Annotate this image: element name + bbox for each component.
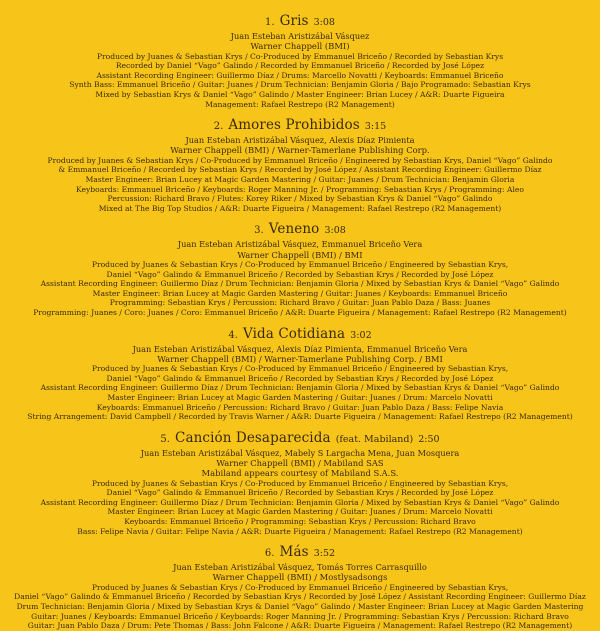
track-number: 5. xyxy=(160,433,170,445)
track-number: 2. xyxy=(213,121,224,133)
track-number: 4. xyxy=(228,329,238,341)
production-credit-line: Master Engineer: Brian Lucey at Magic Garden Mastering / Guitar: Juanes / Drum Technician: Benjamin Gloria xyxy=(85,174,515,184)
songwriter-line: Juan Esteban Aristizábal Vásquez xyxy=(230,31,370,41)
track-title: Veneno xyxy=(268,221,320,238)
track-credit-block xyxy=(8,116,592,213)
production-credit-line: Daniel “Vago” Galindo & Emmanuel Briceño / Recorded by Sebastian Krys / Recorded by José López xyxy=(106,373,494,383)
publisher-line: Warner Chappell (BMI) / Warner-Tamerlane Publishing Corp. / BMI xyxy=(157,353,443,364)
production-credit-line: Synth Bass: Emmanuel Briceño / Guitar: Juanes / Drum Technician: Benjamin Gloria / Bajo Programado: Sebastian Krys xyxy=(69,80,531,90)
track-duration: 2:50 xyxy=(418,433,440,445)
publisher-line: Warner Chappell (BMI) / Mabiland SAS xyxy=(216,457,384,468)
production-credit-line: Produced by Juanes & Sebastian Krys / Co-Produced by Emmanuel Briceño / Engineered by Sebastian Krys, Daniel “Vago” Galindo xyxy=(47,155,553,165)
production-credit-line: Produced by Juanes & Sebastian Krys / Co-Produced by Emmanuel Briceño / Engineered by Sebastian Krys, xyxy=(91,478,509,488)
track-title: Más xyxy=(279,544,309,561)
track-duration: 3:52 xyxy=(313,548,336,560)
production-credit-line: Assistant Recording Engineer: Guillermo Díaz / Drum Technician: Benjamin Gloria / Mixed by Sebastian Krys & Daniel “Vago” Galindo xyxy=(40,279,560,289)
production-credit-line: Master Engineer: Brian Lucey at Magic Garden Mastering / Guitar: Juanes / Drum: Marcelo Novatti xyxy=(107,392,493,402)
production-credit-line: Assistant Recording Engineer: Guillermo Díaz / Drum Technician: Benjamin Gloria / Mixed by Sebastian Krys & Daniel “Vago” Galindo xyxy=(40,497,560,507)
production-credit-line: & Emmanuel Briceño / Recorded by Sebastian Krys / Recorded by José López / Assistant Recording Engineer: Guillermo Díaz xyxy=(58,165,542,175)
production-credit-line: Programming: Sebastian Krys / Percussion: Richard Bravo / Guitar: Juan Pablo Daza / Bass: Juanes xyxy=(109,298,491,308)
production-credit-line: Master Engineer: Brian Lucey at Magic Garden Mastering / Guitar: Juanes / Keyboards: Emmanuel Briceño xyxy=(92,288,508,298)
track-credit-block xyxy=(8,543,592,631)
production-credit-line: Produced by Juanes & Sebastian Krys / Co-Produced by Emmanuel Briceño / Engineered by Sebastian Krys, xyxy=(91,259,509,269)
production-credit-line: Guitar: Juanes / Keyboards: Emmanuel Briceño / Keyboards: Roger Manning Jr. / Programming: Sebastian Krys / Percussion: Richard Bravo xyxy=(31,611,569,621)
track-duration: 3:08 xyxy=(313,17,335,28)
production-credit-line: Keyboards: Emmanuel Briceño / Percussion: Richard Bravo / Guitar: Juan Pablo Daza / Bass: Felipe Navia xyxy=(96,402,504,412)
track-duration: 3:15 xyxy=(364,121,387,133)
track-title: Vida Cotidiana xyxy=(243,325,346,342)
publisher-line: Warner Chappell (BMI) / Warner-Tamerlane Publishing Corp. xyxy=(170,145,430,156)
track-number: 6. xyxy=(264,548,275,560)
track-heading xyxy=(8,543,592,561)
track-featuring: (feat. Mabiland) xyxy=(335,433,414,445)
production-credit-line: Assistant Recording Engineer: Guillermo Díaz / Drum Technician: Benjamin Gloria / Mixed by Sebastian Krys & Daniel “Vago” Galindo xyxy=(40,383,560,393)
track-title: Gris xyxy=(279,13,309,29)
track-title: Canción Desaparecida xyxy=(175,429,331,446)
track-heading xyxy=(8,116,592,134)
production-credit-line: Produced by Juanes & Sebastian Krys / Co-Produced by Emmanuel Briceño / Engineered by Sebastian Krys, xyxy=(91,582,509,592)
publisher-line: Warner Chappell (BMI) / Mostlysadsongs xyxy=(212,572,388,583)
production-credit-line: Bass: Felipe Navia / Guitar: Felipe Navia / A&R: Duarte Figueira / Management: Rafael Restrepo (R2 Management) xyxy=(77,526,523,536)
production-credit-line: Drum Technician: Benjamin Gloria / Mixed by Sebastian Krys & Daniel “Vago” Galindo / Master Engineer: Brian Lucey at Magic Garden Mastering xyxy=(16,602,584,612)
production-credit-line: String Arrangement: David Campbell / Recorded by Travis Warner / A&R: Duarte Figueira / Management: Rafael Restrepo (R2 Management) xyxy=(27,412,573,422)
track-duration: 3:02 xyxy=(350,329,372,341)
production-credit-line: Master Engineer: Brian Lucey at Magic Garden Mastering / Guitar: Juanes / Drum: Marcelo Novatti xyxy=(107,507,493,517)
track-credit-block xyxy=(8,429,592,537)
songwriter-line: Juan Esteban Aristizábal Vásquez, Tomás Torres Carrasquillo xyxy=(173,562,427,573)
production-credit-line: Daniel “Vago” Galindo & Emmanuel Briceño / Recorded by Sebastian Krys / Recorded by José López xyxy=(106,488,494,498)
production-credit-line: Keyboards: Emmanuel Briceño / Programming: Sebastian Krys / Percussion: Richard Bravo xyxy=(124,517,476,527)
songwriter-line: Juan Esteban Aristizábal Vásquez, Alexis Díaz Pimienta, Emmanuel Briceño Vera xyxy=(132,343,468,354)
track-heading xyxy=(8,12,592,30)
track-credit-block xyxy=(8,325,592,422)
production-credit-line: Daniel “Vago” Galindo & Emmanuel Briceño / Recorded by Sebastian Krys / Recorded by José López xyxy=(106,269,494,279)
publisher-line: Warner Chappell (BMI) / BMI xyxy=(237,249,363,260)
songwriter-line: Juan Esteban Aristizábal Vásquez, Mabely S Largacha Mena, Juan Mosquera xyxy=(140,447,460,458)
production-credit-line: Mixed by Sebastian Krys & Daniel “Vago” Galindo / Master Engineer: Brian Lucey / A&R: Duarte Figueira xyxy=(95,89,505,99)
track-heading xyxy=(8,429,592,447)
songwriter-line: Juan Esteban Aristizábal Vásquez, Emmanuel Briceño Vera xyxy=(177,239,423,250)
publisher-line: Warner Chappell (BMI) xyxy=(250,41,350,52)
production-credit-line: Daniel “Vago” Galindo & Emmanuel Briceño / Recorded by Sebastian Krys / Recorded by José López / Assistant Recording Engineer: Guillermo Díaz xyxy=(14,592,586,602)
production-credit-line: Keyboards: Emmanuel Briceño / Keyboards: Roger Manning Jr. / Programming: Sebastian Krys / Programming: Aleo xyxy=(76,184,524,194)
production-credit-line: Produced by Juanes & Sebastian Krys / Co-Produced by Emmanuel Briceño / Recorded by Sebastian Krys xyxy=(96,51,504,61)
production-credit-line: Assistant Recording Engineer: Guillermo Díaz / Drums: Marcello Novatti / Keyboards: Emmanuel Briceño xyxy=(96,70,504,80)
track-number: 1. xyxy=(265,17,275,28)
track-credit-block xyxy=(8,12,592,109)
track-title: Amores Prohibidos xyxy=(228,117,360,134)
publisher-line: Mabiland appears courtesy of Mabiland S.A.S. xyxy=(201,468,399,479)
production-credit-line: Mixed at The Big Top Studios / A&R: Duarte Figueira / Management: Rafael Restrepo (R2 Management) xyxy=(98,203,502,213)
production-credit-line: Produced by Juanes & Sebastian Krys / Co-Produced by Emmanuel Briceño / Engineered by Sebastian Krys, xyxy=(91,364,509,374)
production-credit-line: Recorded by Daniel “Vago” Galindo / Recorded by Emmanuel Briceño / Recorded by José López xyxy=(115,61,485,71)
production-credit-line: Guitar: Juan Pablo Daza / Drum: Pete Thomas / Bass: John Falcone / A&R: Duarte Figueira / Management: Rafael Restrepo (R2 Management) xyxy=(27,621,573,631)
songwriter-line: Juan Esteban Aristizábal Vásquez, Alexis Díaz Pimienta xyxy=(185,135,415,146)
track-credit-block xyxy=(8,220,592,317)
track-heading xyxy=(8,325,592,343)
production-credit-line: Management: Rafael Restrepo (R2 Management) xyxy=(205,99,395,109)
track-number: 3. xyxy=(254,225,264,237)
production-credit-line: Programming: Juanes / Coro: Juanes / Coro: Emmanuel Briceño / A&R: Duarte Figueira / Management: Rafael Restrepo (R2 Management) xyxy=(33,307,567,317)
track-heading xyxy=(8,220,592,238)
production-credit-line: Percussion: Richard Bravo / Flutes: Korey Riker / Mixed by Sebastian Krys & Daniel “Vago” Galindo xyxy=(107,194,493,204)
track-duration: 3:08 xyxy=(324,225,346,237)
